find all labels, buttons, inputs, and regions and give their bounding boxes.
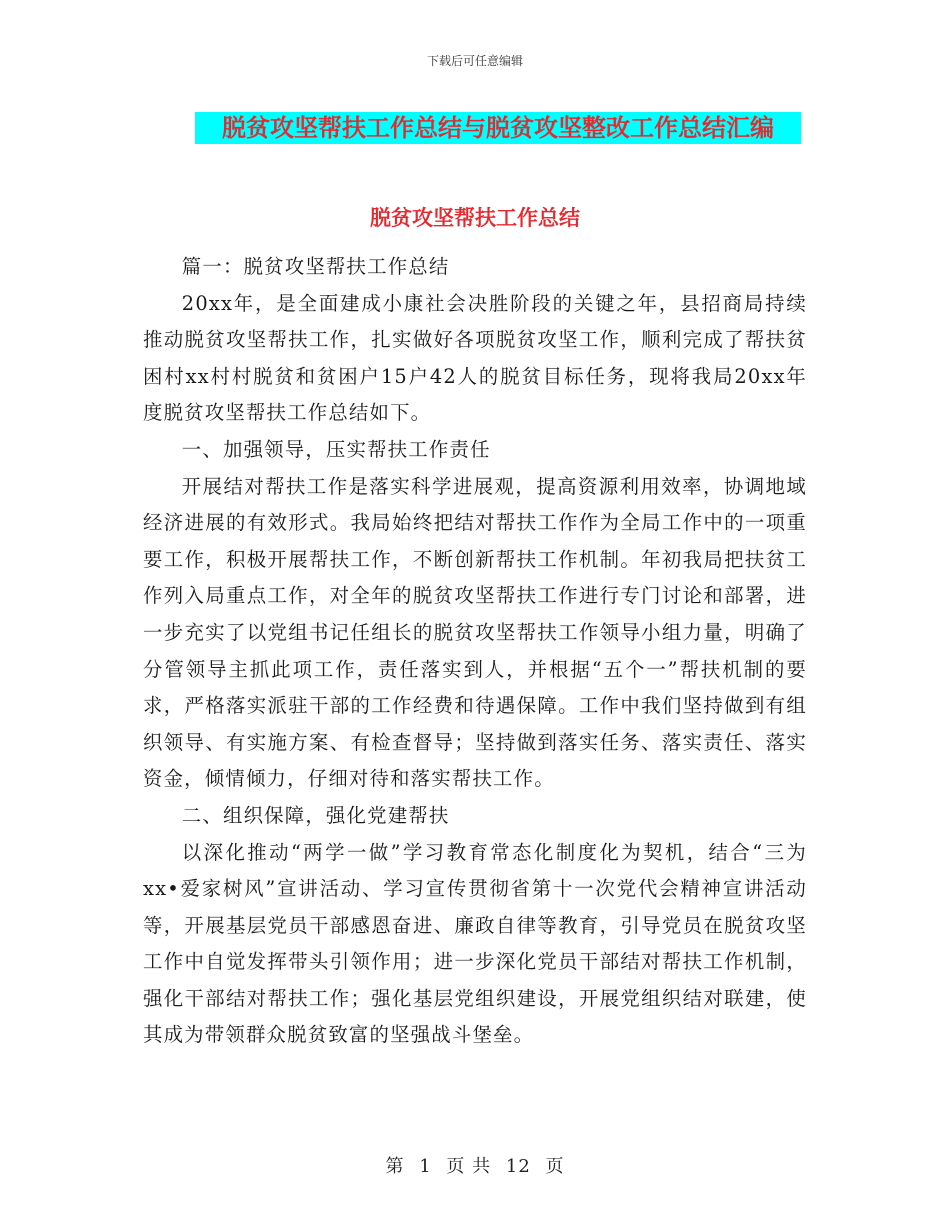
paragraph-heading: 一、加强领导，压实帮扶工作责任: [181, 437, 491, 461]
paragraph: 以深化推动“两学一做”学习教育常态化制度化为契机，结合“三为xx•爱家树风”宣讲活动、学习宣传贯彻省第十一次党代会精神宣讲活动等，开展基层党员干部感恩奋进、廉政自律等教育，引导党员在脱贫攻坚工作中自觉发挥带头引领作用；进一步深化党员干部结对帮扶工作机制，强化干部结对帮扶工作；强化基层党组织建设，开展党组织结对联建，使其成为带领群众脱贫致富的坚强战斗堡垒。: [143, 840, 807, 1047]
page-footer: [0, 1152, 950, 1178]
footer-prefix: 第: [385, 1156, 405, 1177]
footer-suffix: 页: [545, 1156, 565, 1177]
paragraph-heading: 二、组织保障，强化党建帮扶: [181, 803, 450, 827]
document-title: 脱贫攻坚帮扶工作总结与脱贫攻坚整改工作总结汇编: [222, 113, 774, 142]
section-title: 脱贫攻坚帮扶工作总结: [370, 205, 580, 230]
page-total: 12: [505, 1156, 531, 1177]
paragraph: 20xx年，是全面建成小康社会决胜阶段的关键之年，县招商局持续推动脱贫攻坚帮扶工作，扎实做好各项脱贫攻坚工作，顺利完成了帮扶贫困村xx村村脱贫和贫困户15户42人的脱贫目标任务，现将我局20xx年度脱贫攻坚帮扶工作总结如下。: [143, 291, 807, 425]
footer-middle: 页 共: [446, 1156, 492, 1177]
paragraph-heading: 篇一：脱贫攻坚帮扶工作总结: [181, 255, 450, 278]
paragraph: 开展结对帮扶工作是落实科学进展观，提高资源利用效率，协调地域经济进展的有效形式。我局始终把结对帮扶工作作为全局工作中的一项重要工作，积极开展帮扶工作，不断创新帮扶工作机制。年初我局把扶贫工作列入局重点工作，对全年的脱贫攻坚帮扶工作进行专门讨论和部署，进一步充实了以党组书记任组长的脱贫攻坚帮扶工作领导小组力量，明确了分管领导主抓此项工作，责任落实到人，并根据“五个一”帮扶机制的要求，严格落实派驻干部的工作经费和待遇保障。工作中我们坚持做到有组织领导、有实施方案、有检查督导；坚持做到落实任务、落实责任、落实资金，倾情倾力，仔细对待和落实帮扶工作。: [143, 474, 807, 791]
page-number: 1: [419, 1156, 432, 1177]
header-note: 下载后可任意编辑: [426, 54, 523, 68]
document-body: [143, 249, 807, 1054]
